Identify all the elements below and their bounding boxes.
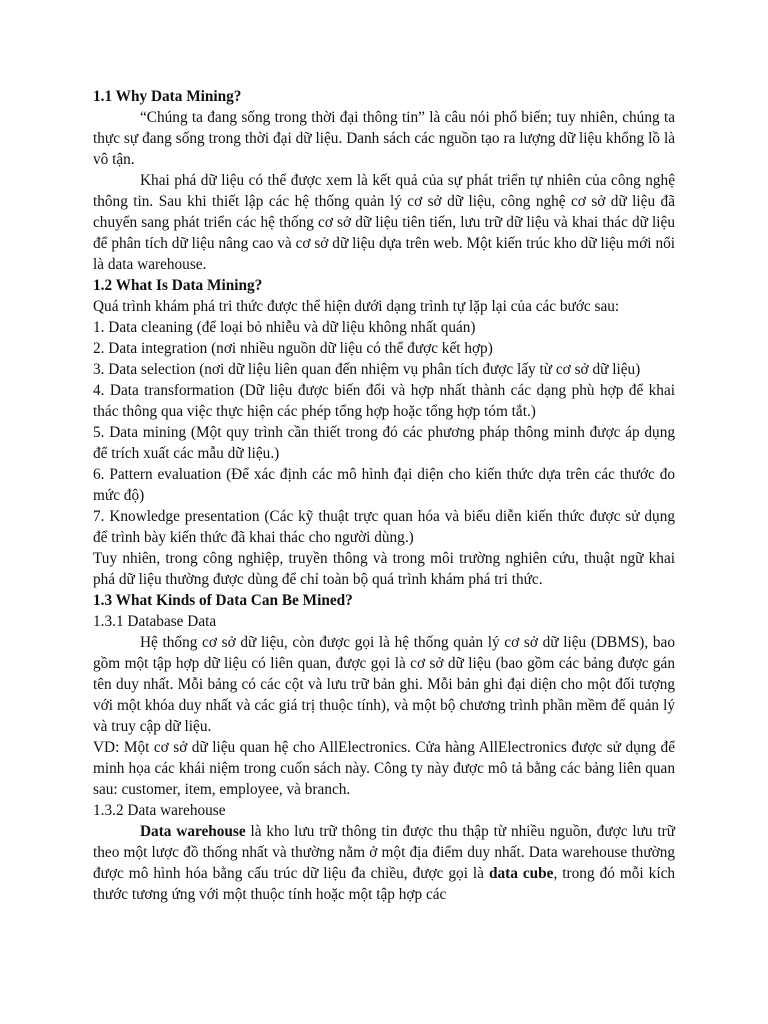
term-data-cube: data cube	[488, 865, 554, 882]
section-1-3-2-paragraph	[93, 821, 675, 905]
term-data-warehouse: Data warehouse	[140, 823, 246, 840]
section-1-2-intro: Quá trình khám phá tri thức được thể hiện dưới dạng trình tự lặp lại của các bước sau:	[93, 298, 620, 315]
section-1-3-2-heading: 1.3.2 Data warehouse	[93, 802, 226, 819]
section-1-1-paragraph-2: Khai phá dữ liệu có thể được xem là kết quả của sự phát triển tự nhiên của công nghệ thông tin. Sau khi thiết lập các hệ thống quản lý cơ sở dữ liệu, công nghệ cơ sở dữ liệu đã chuyển sang phát triển các hệ thống cơ sở dữ liệu tiên tiến, lưu trữ dữ liệu và khai thác dữ liệu để phân tích dữ liệu nâng cao và cơ sở dữ liệu dựa trên web. Một kiến trúc kho dữ liệu mới nổi là data warehouse.	[93, 172, 675, 273]
list-item: 7. Knowledge presentation (Các kỹ thuật trực quan hóa và biểu diễn kiến thức được sử dụng để trình bày kiến thức đã khai thác cho người dùng.)	[93, 508, 675, 546]
paragraph-text: , trong đó mỗi kích thước tương ứng với một thuộc tính hoặc một tập hợp các	[93, 865, 676, 903]
list-item: 4. Data transformation (Dữ liệu được biến đổi và hợp nhất thành các dạng phù hợp để khai thác thông qua việc thực hiện các phép tổng hợp hoặc tổng hợp tóm tắt.)	[93, 382, 675, 420]
list-item: 3. Data selection (nơi dữ liệu liên quan đến nhiệm vụ phân tích được lấy từ cơ sở dữ liệu)	[93, 361, 641, 378]
section-1-3-heading: 1.3 What Kinds of Data Can Be Mined?	[93, 592, 353, 609]
section-1-3-1-paragraph-1: Hệ thống cơ sở dữ liệu, còn được gọi là hệ thống quản lý cơ sở dữ liệu (DBMS), bao gồm một tập hợp dữ liệu có liên quan, được gọi là cơ sở dữ liệu (bao gồm các bảng được gán tên duy nhất. Mỗi bảng có các cột và lưu trữ bản ghi. Mỗi bản ghi đại diện cho một đối tượng với một khóa duy nhất và các giá trị thuộc tính), và một bộ chương trình phần mềm để quản lý và truy cập dữ liệu.	[93, 634, 675, 735]
list-item: 5. Data mining (Một quy trình cần thiết trong đó các phương pháp thông minh được áp dụng để trích xuất các mẫu dữ liệu.)	[93, 424, 675, 462]
paragraph-text: là kho lưu trữ thông tin được thu thập từ nhiều nguồn, được lưu trữ theo một lược đồ thống nhất và thường nằm ở một địa điểm duy nhất. Data warehouse thường được mô hình hóa bằng cấu trúc dữ liệu đa chiều, được gọi là	[93, 823, 675, 882]
section-1-2-heading: 1.2 What Is Data Mining?	[93, 277, 263, 294]
list-item: 6. Pattern evaluation (Để xác định các mô hình đại diện cho kiến thức dựa trên các thước đo mức độ)	[93, 466, 675, 504]
list-item: 2. Data integration (nơi nhiều nguồn dữ liệu có thể được kết hợp)	[93, 340, 493, 357]
section-1-3-1-heading: 1.3.1 Database Data	[93, 613, 217, 630]
kdd-steps-list	[93, 317, 675, 548]
section-1-2-outro: Tuy nhiên, trong công nghiệp, truyền thông và trong môi trường nghiên cứu, thuật ngữ khai phá dữ liệu thường được dùng để chỉ toàn bộ quá trình khám phá tri thức.	[93, 550, 675, 588]
section-1-1-heading: 1.1 Why Data Mining?	[93, 88, 242, 105]
section-1-1-paragraph-1: “Chúng ta đang sống trong thời đại thông tin” là câu nói phổ biến; tuy nhiên, chúng ta thực sự đang sống trong thời đại dữ liệu. Danh sách các nguồn tạo ra lượng dữ liệu khổng lồ là vô tận.	[93, 109, 675, 168]
list-item: 1. Data cleaning (để loại bỏ nhiễu và dữ liệu không nhất quán)	[93, 319, 476, 336]
section-1-3-1-example: VD: Một cơ sở dữ liệu quan hệ cho AllElectronics. Cửa hàng AllElectronics được sử dụng để minh họa các khái niệm trong cuốn sách này. Công ty này được mô tả bằng các bảng liên quan sau: customer, item, employee, và branch.	[93, 739, 675, 798]
